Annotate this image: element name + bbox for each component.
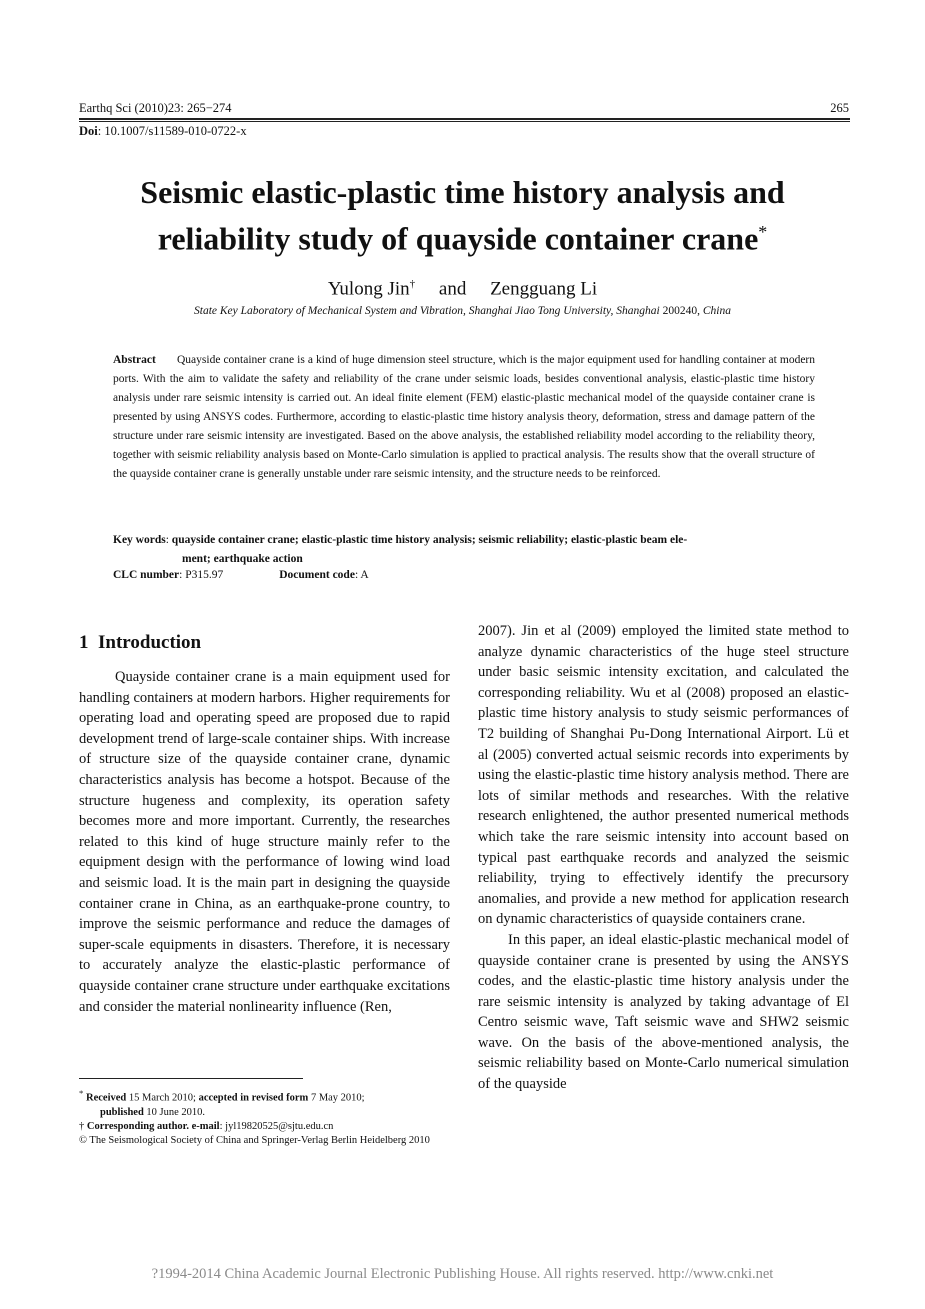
keywords-line-1: quayside container crane; elastic-plastic time history analysis; seismic reliability; elastic-plastic beam ele- [171,534,688,546]
page-number: 265 [830,101,849,115]
affiliation-country: China [702,305,731,317]
header-rule-thin [79,121,850,122]
author-1-mark: † [409,278,416,290]
footnote-copyright: © The Seismological Society of China and Springer-Verlag Berlin Heidelberg 2010 [79,1134,430,1146]
corresponding-label: Corresponding author. e-mail [86,1120,220,1132]
abstract [113,351,815,484]
doi-value: : 10.1007/s11589-010-0722-x [97,124,247,138]
revised-label: accepted in revised form [198,1092,309,1104]
footnote-corresponding [79,1120,479,1134]
author-list [60,278,865,300]
intro-paragraph-2: In this paper, an ideal elastic-plastic mechanical model of quayside container crane is presented by using the ANSYS codes, and the elastic-plastic time history analysis under the rare seismic intensity is analyzed by taking advantage of El Centro seismic wave, Taft seismic wave and SHW2 seismic wave. On the basis of the above-mentioned analysis, the seismic reliability based on Monte-Carlo numerical simulation of the quayside [478,931,849,1093]
intro-paragraph-continued: 2007). Jin et al (2009) employed the limited state method to analyze dynamic characteristics of the huge steel structure under basic seismic intensity excitation, and calculated the corresponding reliability. Wu et al (2008) proposed an elastic-plastic time history analysis to study seismic performances of T2 building of Shanghai Pu-Dong International Airport. Lü et al (2005) converted actual seismic records into experiments by using the elastic-plastic time history analysis method. There are lots of similar methods and researches. With the relative research enlightened, the author presented numerical methods which take the rare seismic intensity into account based on typical past earthquake records and analyzed the seismic reliability, trying to effectively identify the precursory anomalies, and provide a new method for application research on dynamic characteristics of quayside containers crane. [478,623,849,928]
footnote-published [79,1106,479,1120]
clc-line [113,569,369,581]
revised-date: 7 May 2010; [308,1092,365,1104]
footnotes [79,1086,479,1148]
received-date: 15 March 2010; [126,1092,199,1104]
title-line-2: reliability study of quayside container crane [157,220,759,257]
footnote-star-mark: * [79,1088,84,1098]
title-line-1: Seismic elastic-plastic time history analysis and [140,174,785,210]
affiliation-postcode: 200240, [659,305,703,317]
right-column [478,621,849,1095]
document-code-label: Document code [279,569,355,581]
abstract-label: Abstract [113,354,156,366]
header-rule-thick [79,118,850,120]
corresponding-email: : jyl19820525@sjtu.edu.cn [219,1120,334,1132]
document-code-value: : A [354,569,369,581]
published-date: 10 June 2010. [143,1106,206,1118]
author-2: Zengguang Li [490,278,598,300]
affiliation [60,305,865,317]
keywords-line-2: ment; earthquake action [182,553,303,565]
intro-paragraph-1: Quayside container crane is a main equipment used for handling containers at modern harbors. Higher requirements for operating load and operating speed are proposed due to rapid development trend of large-scale container ships. With increase of structure size of the quayside container crane, dynamic characteristics analysis has become a hotspot. Because of the structure hugeness and complexity, its operation safety becomes more and more important. Currently, the researches related to this kind of huge structure mainly refer to the equipment design with the performance of lowing wind load and seismic load. It is the main part in designing the quayside container crane in China, as an earthquake-prone country, to improve the seismic performance and reduce the damages of super-scale equipments in disasters. Therefore, it is necessary to accurately analyze the elastic-plastic performance of quayside container crane structure under earthquake excitations and consider the material nonlinearity influence (Ren, [79,669,450,1015]
keywords-label: Key words [113,534,166,546]
section-heading [79,632,201,654]
author-1: Yulong Jin [327,278,410,300]
doi-line [79,124,247,139]
affiliation-institution: State Key Laboratory of Mechanical System and Vibration, Shanghai Jiao Tong University, Shanghai [194,305,660,317]
footnote-received [79,1086,479,1106]
footnote-dagger-mark: † [79,1120,85,1132]
section-title: Introduction [98,632,202,653]
received-label: Received [86,1092,127,1104]
footnote-rule [79,1078,303,1079]
published-label: published [100,1106,144,1118]
cnki-watermark: ?1994-2014 China Academic Journal Electronic Publishing House. All rights reserved. http://www.cnki.net [151,1266,774,1282]
keywords: Key words: quayside container crane; elastic-plastic time history analysis; seismic reliability; elastic-plastic beam ele- ment; earthquake action [113,531,815,569]
author-separator: and [438,278,467,300]
title-footnote-mark: * [758,222,768,242]
clc-label: CLC number [113,569,180,581]
doi-label: Doi [79,124,98,138]
paper-title [60,172,865,259]
section-number: 1 [79,632,89,653]
abstract-text: Quayside container crane is a kind of huge dimension steel structure, which is the major equipment used for handling container at modern ports. With the aim to validate the safety and reliability of the crane under seismic loads, besides conventional analysis, elastic-plastic time history analysis under rare seismic intensity is carried out. An ideal finite element (FEM) elastic-plastic mechanical model of the quayside container crane is presented by using ANSYS codes. Furthermore, according to elastic-plastic time history analysis theory, deformation, stress and damage pattern of the structure under rare seismic intensity are investigated. Based on the above analysis, the established reliability model according to the reliability theory, together with seismic reliability analysis based on Monte-Carlo simulation is applied to practical analysis. The results show that the overall structure of the quayside container crane is generally unstable under rare seismic intensity, and the structure needs to be reinforced. [113,354,816,480]
clc-value: : P315.97 [179,569,224,581]
journal-citation: Earthq Sci (2010)23: 265−274 [79,101,232,115]
